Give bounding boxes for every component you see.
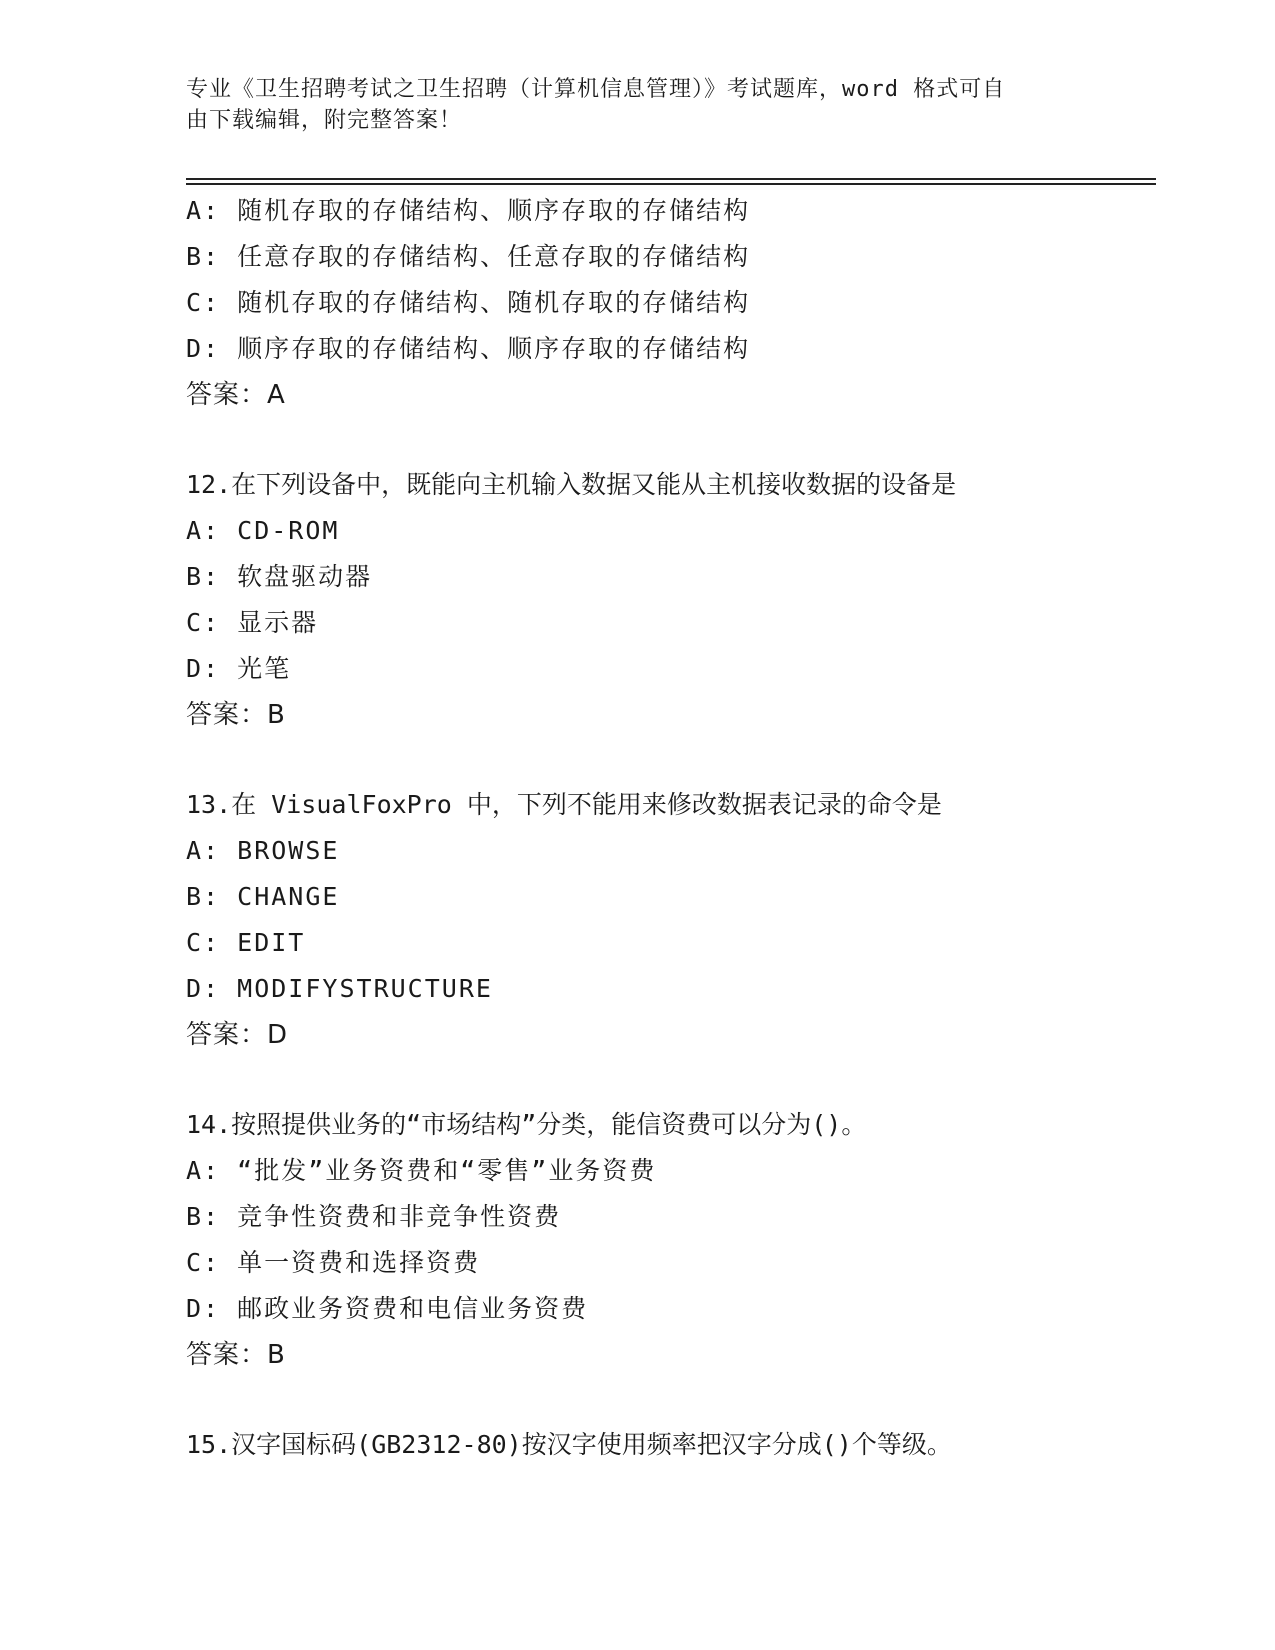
option-b: B: 任意存取的存储结构、任意存取的存储结构 [186,242,751,271]
question-stem: 12.在下列设备中，既能向主机输入数据又能从主机接收数据的设备是 [186,470,957,499]
option-c: C: 随机存取的存储结构、随机存取的存储结构 [186,288,751,317]
header-intro-line-2: 由下载编辑，附完整答案！ [186,108,463,133]
option-b: B: 竞争性资费和非竞争性资费 [186,1202,562,1231]
header-divider-top [186,178,1156,180]
option-b: B: 软盘驱动器 [186,562,373,591]
question-block-14 [186,1102,1186,1378]
option-d: D: 顺序存取的存储结构、顺序存取的存储结构 [186,334,751,363]
answer-line: 答案：B [186,1340,286,1370]
answer-line: 答案：B [186,700,286,730]
question-stem: 15.汉字国标码(GB2312-80)按汉字使用频率把汉字分成()个等级。 [186,1430,952,1459]
document-header [186,74,1066,136]
option-c: C: EDIT [186,928,306,957]
question-block-11 [186,188,1186,418]
spacer [186,1058,1186,1102]
option-c: C: 单一资费和选择资费 [186,1248,481,1277]
spacer [186,1378,1186,1422]
header-intro-line-1: 专业《卫生招聘考试之卫生招聘（计算机信息管理）》考试题库，word 格式可自 [186,77,1006,102]
option-a: A: 随机存取的存储结构、顺序存取的存储结构 [186,196,751,225]
option-a: A: “批发”业务资费和“零售”业务资费 [186,1156,657,1185]
question-stem: 14.按照提供业务的“市场结构”分类，能信资费可以分为()。 [186,1110,867,1139]
spacer [186,418,1186,462]
header-divider-bottom [186,183,1156,185]
question-block-13 [186,782,1186,1058]
answer-line: 答案：D [186,1020,289,1050]
question-block-12 [186,462,1186,738]
question-list [186,188,1186,1468]
option-a: A: CD-ROM [186,516,340,545]
option-d: D: 邮政业务资费和电信业务资费 [186,1294,589,1323]
option-d: D: 光笔 [186,654,292,683]
option-a: A: BROWSE [186,836,340,865]
option-c: C: 显示器 [186,608,319,637]
answer-line: 答案：A [186,380,286,410]
question-stem: 13.在 VisualFoxPro 中，下列不能用来修改数据表记录的命令是 [186,790,942,819]
question-block-15 [186,1422,1186,1468]
option-b: B: CHANGE [186,882,340,911]
spacer [186,738,1186,782]
option-d: D: MODIFYSTRUCTURE [186,974,493,1003]
